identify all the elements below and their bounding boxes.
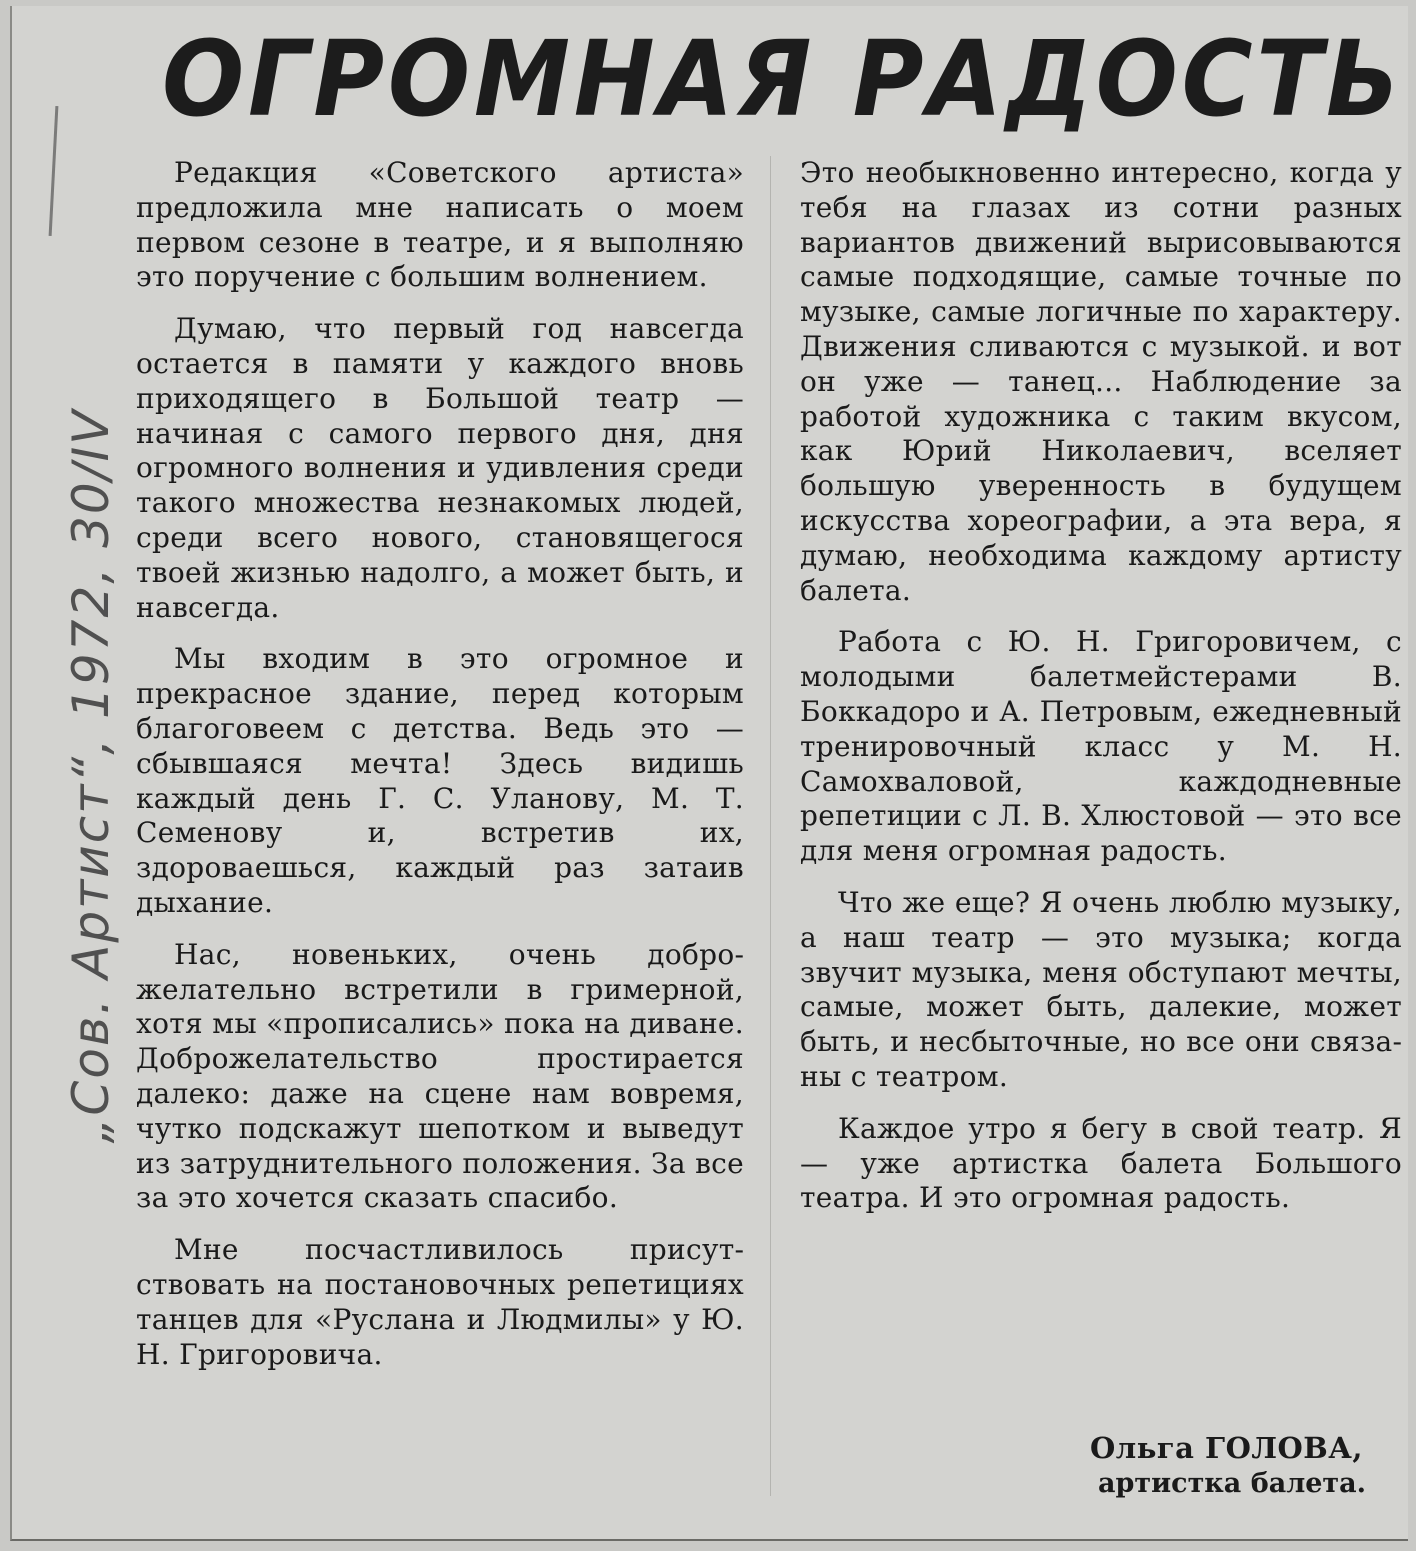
article-column-right	[800, 156, 1402, 1233]
author-signature	[1090, 1430, 1390, 1502]
article-column-left	[136, 156, 744, 1389]
article-headline: ОГРОМНАЯ РАДОСТЬ	[162, 18, 1404, 140]
paragraph: Нас, новеньких, очень доброжелательно встретили в гримерной, хотя мы «прописались» пока на диване. Доброжелательство простирается далеко: даже на сцене нам вовремя, чутко подскажут шепотком и выведут из затруднительного положения. За все за это хочется сказать спасибо.	[136, 937, 744, 1215]
paragraph: Мне посчастливилось присутствовать на постановочных репетициях танцев для «Руслана и Людмилы» у Ю. Н. Григоровича.	[136, 1233, 744, 1371]
paragraph: Это необыкновенно интересно, когда у тебя на глазах из сотни разных вариантов движений вырисовываются самые подходящие, самые точные по музыке, самые логичные по характеру. Движения сливаются с музыкой. и вот он уже — танец... Наблюдение за работой художника с таким вкусом, как Юрий Николаевич, вселяет большую уверенность в будущем искусства хореографии, а эта вера, я думаю, необходима каждому артисту балета.	[800, 156, 1402, 607]
paragraph: Каждое утро я бегу в свой театр. Я — уже артистка балета Большого театра. И это огромная радость.	[800, 1111, 1402, 1215]
newspaper-clipping	[10, 6, 1408, 1541]
margin-pen-mark	[49, 106, 59, 236]
handwritten-source-note: „Сов. Артист“, 1972, 30/IV	[62, 408, 120, 1144]
paragraph: Мы входим в это огромное и прекрасное здание, перед которым благоговеем с детства. Ведь это — сбывшаяся мечта! Здесь видишь каждый день Г. С. Уланову, М. Т. Семенову и, встретив их, здороваешься, каждый раз затаив дыхание.	[136, 642, 744, 919]
paragraph: Редакция «Советского артиста» предложила мне написать о моем первом сезоне в театре, и я выполняю это поручение с большим волнением.	[136, 156, 744, 294]
column-divider	[770, 156, 771, 1496]
paragraph: Что же еще? Я очень люблю музыку, а наш театр — это музыка; когда звучит музыка, меня обступают мечты, самые, может быть, далекие, может быть, и несбыточные, но все они связаны с театром.	[800, 885, 1402, 1093]
paragraph: Работа с Ю. Н. Григоровичем, с молодыми балетмейстерами В. Боккадоро и А. Петровым, ежедневный тренировочный класс у М. Н. Самохваловой, каждодневные репетиции с Л. В. Хлюстовой — это все для меня огромная радость.	[800, 625, 1402, 868]
author-name: Ольга ГОЛОВА,	[1090, 1431, 1363, 1465]
paragraph: Думаю, что первый год навсегда остается в памяти у каждого вновь приходящего в Большой театр — начиная с самого первого дня, дня огромного волнения и удивления среди такого множества незнакомых людей, среди всего нового, становящегося твоей жизнью надолго, а может быть, и навсегда.	[136, 312, 744, 624]
author-role: артистка балета.	[1098, 1468, 1367, 1499]
